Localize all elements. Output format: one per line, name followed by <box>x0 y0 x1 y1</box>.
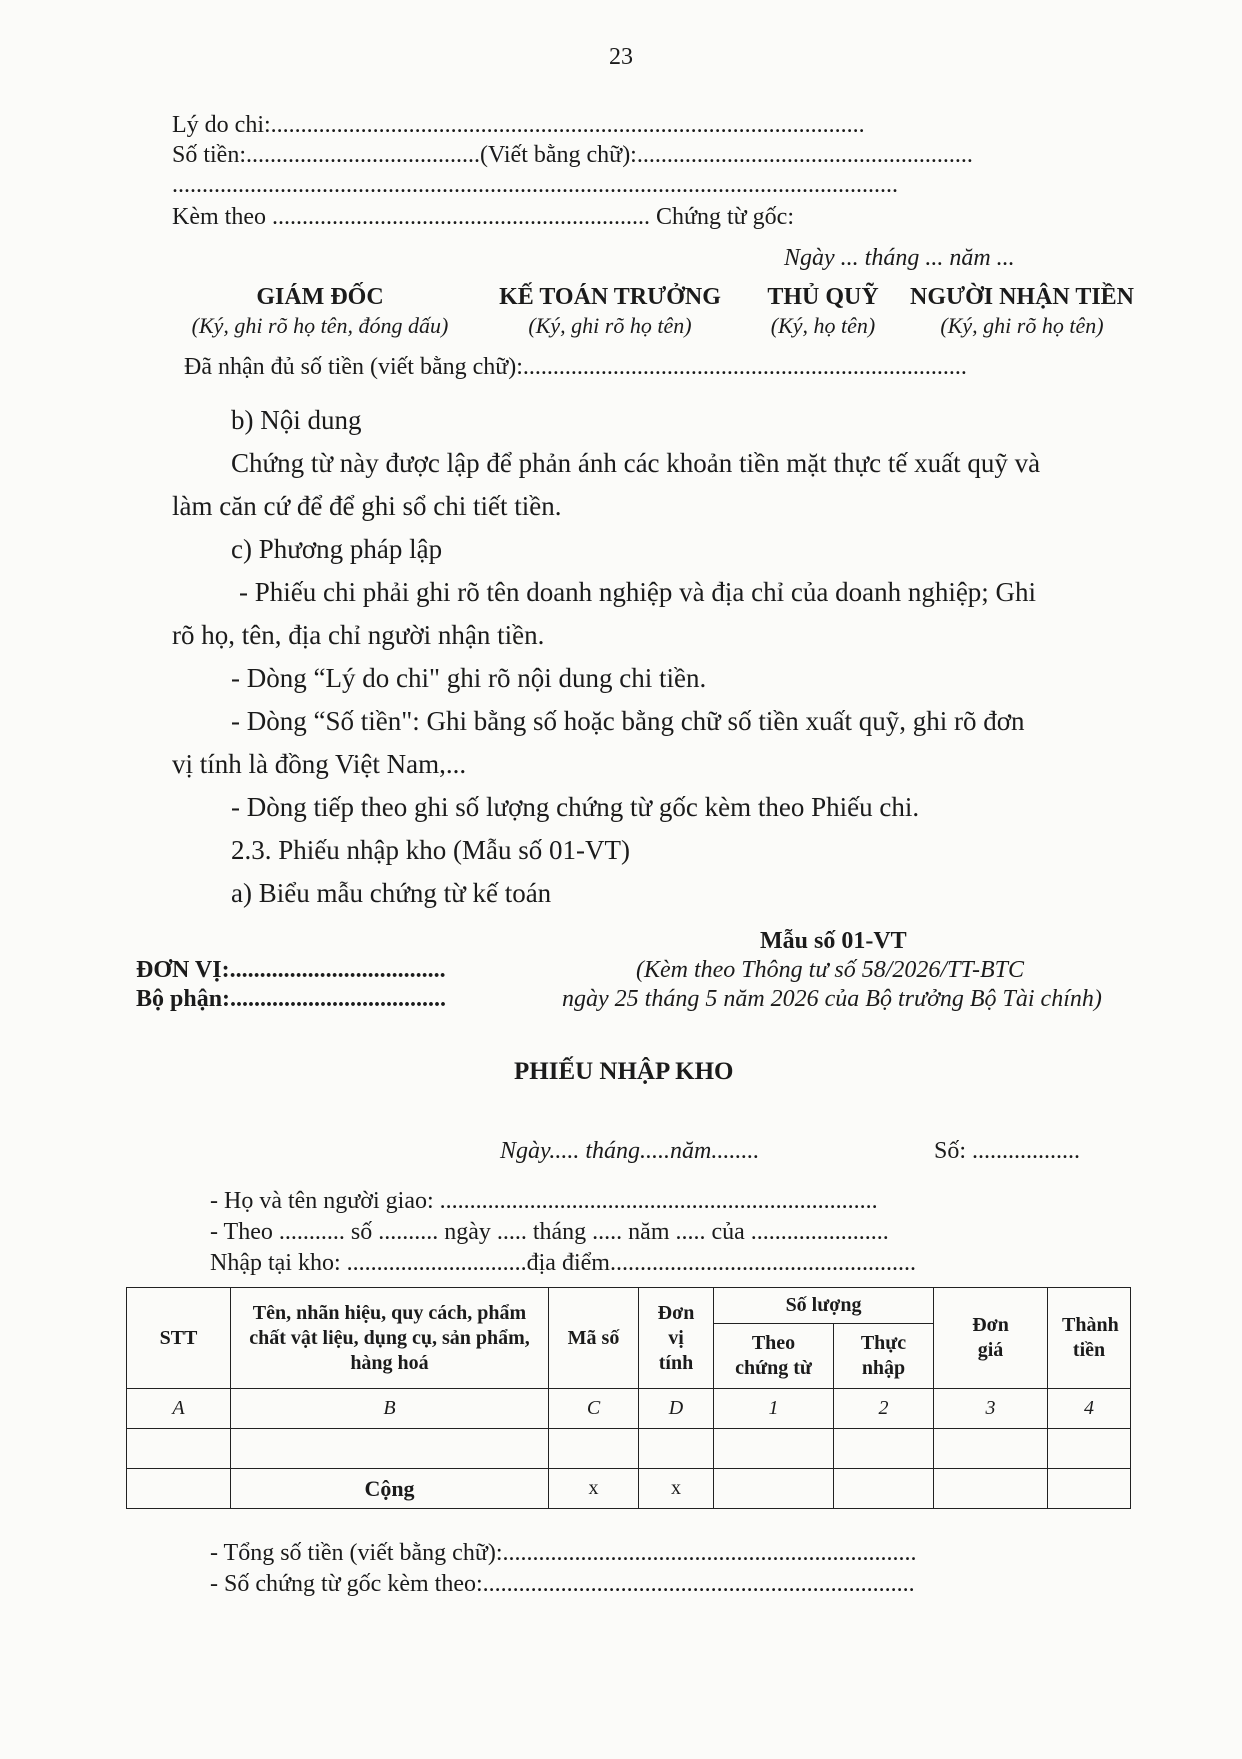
signature-director <box>160 284 480 339</box>
table-cell: A <box>127 1389 231 1429</box>
paragraph-line: - Phiếu chi phải ghi rõ tên doanh nghiệp và địa chỉ của doanh nghiệp; Ghi <box>239 577 1037 607</box>
dots-line: ......................................................................................................................... <box>172 172 898 198</box>
paragraph-line: vị tính là đồng Việt Nam,... <box>172 749 467 779</box>
form-title: PHIẾU NHẬP KHO <box>514 1058 734 1085</box>
header-stt: STT <box>127 1288 231 1389</box>
table-cell <box>127 1429 231 1469</box>
paragraph-line: làm căn cứ để để ghi sổ chi tiết tiền. <box>172 491 562 521</box>
total-label: Cộng <box>231 1469 549 1509</box>
table-cell: D <box>639 1389 714 1429</box>
table-cell <box>934 1469 1048 1509</box>
table-cell: B <box>231 1389 549 1429</box>
table-cell <box>1048 1429 1131 1469</box>
amount-line: Số tiền:.......................................(Viết bằng chữ):........................................................ <box>172 142 973 168</box>
table-cell: 4 <box>1048 1389 1131 1429</box>
circular-reference: (Kèm theo Thông tư số 58/2026/TT-BTC <box>636 957 1025 983</box>
signature-title: KẾ TOÁN TRƯỞNG <box>499 284 721 310</box>
heading-method: c) Phương pháp lập <box>231 534 443 564</box>
paragraph-line: Chứng từ này được lập để phản ánh các khoản tiền mặt thực tế xuất quỹ và <box>231 448 1041 478</box>
form-date: Ngày..... tháng.....năm........ <box>500 1138 760 1164</box>
subsection-heading: a) Biểu mẫu chứng từ kế toán <box>231 878 552 908</box>
signature-note: (Ký, ghi rõ họ tên, đóng dấu) <box>191 313 449 338</box>
attached-documents-field: - Số chứng từ gốc kèm theo:........................................................................ <box>210 1571 915 1597</box>
table-cell: x <box>549 1469 639 1509</box>
attach-line: Kèm theo ............................................................... Chứng từ gốc: <box>172 204 794 230</box>
header-qty-per-document: Theo chứng từ <box>714 1324 834 1389</box>
signature-cashier <box>748 284 898 339</box>
signature-note: (Ký, ghi rõ họ tên) <box>940 313 1104 338</box>
signature-recipient <box>902 284 1142 339</box>
paragraph-line: - Dòng tiếp theo ghi số lượng chứng từ gốc kèm theo Phiếu chi. <box>231 792 920 822</box>
signature-title: NGƯỜI NHẬN TIỀN <box>909 284 1135 310</box>
heading-content: b) Nội dung <box>231 405 362 435</box>
table-cell <box>834 1469 934 1509</box>
signature-chief-accountant <box>490 284 730 339</box>
table-cell <box>549 1429 639 1469</box>
header-item-name: Tên, nhãn hiệu, quy cách, phẩm chất vật liệu, dụng cụ, sản phẩm, hàng hoá <box>231 1288 549 1389</box>
header-unit: Đơn vị tính <box>639 1288 714 1389</box>
table-cell: 1 <box>714 1389 834 1429</box>
table-row <box>127 1429 1131 1469</box>
signature-note: (Ký, họ tên) <box>770 313 876 338</box>
table-cell: 2 <box>834 1389 934 1429</box>
signature-title: THỦ QUỸ <box>767 284 879 310</box>
unit-field: ĐƠN VỊ:.................................... <box>136 957 446 983</box>
warehouse-field: Nhập tại kho: ..............................địa điểm................................................... <box>210 1250 916 1276</box>
goods-receipt-table <box>126 1287 1131 1509</box>
paragraph-line: rõ họ, tên, địa chỉ người nhận tiền. <box>172 620 545 650</box>
reason-line: Lý do chi:................................................................................................... <box>172 112 865 138</box>
signature-note: (Ký, ghi rõ họ tên) <box>528 313 692 338</box>
header-quantity: Số lượng <box>714 1288 934 1324</box>
total-in-words-field: - Tổng số tiền (viết bằng chữ):..................................................................... <box>210 1540 917 1566</box>
table-cell: 3 <box>934 1389 1048 1429</box>
paragraph-line: - Dòng “Lý do chi" ghi rõ nội dung chi tiền. <box>231 663 707 693</box>
paragraph-line: - Dòng “Số tiền": Ghi bằng số hoặc bằng chữ số tiền xuất quỹ, ghi rõ đơn <box>231 706 1025 736</box>
header-unit-price: Đơn giá <box>934 1288 1048 1389</box>
deliverer-field: - Họ và tên người giao: ......................................................................... <box>210 1188 878 1214</box>
page-number: 23 <box>609 44 633 70</box>
header-amount: Thành tiền <box>1048 1288 1131 1389</box>
according-field: - Theo ........... số .......... ngày ..... tháng ..... năm ..... của ....................... <box>210 1219 889 1245</box>
table-cell <box>834 1429 934 1469</box>
signature-title: GIÁM ĐỐC <box>256 284 384 310</box>
section-heading: 2.3. Phiếu nhập kho (Mẫu số 01-VT) <box>231 835 630 865</box>
table-cell <box>639 1429 714 1469</box>
table-index-row <box>127 1389 1131 1429</box>
received-line: Đã nhận đủ số tiền (viết bằng chữ):.......................................................................... <box>184 354 967 380</box>
table-cell: x <box>639 1469 714 1509</box>
table-cell <box>1048 1469 1131 1509</box>
header-code: Mã số <box>549 1288 639 1389</box>
table-cell <box>934 1429 1048 1469</box>
circular-date: ngày 25 tháng 5 năm 2026 của Bộ trưởng Bộ Tài chính) <box>562 986 1102 1012</box>
table-cell: C <box>549 1389 639 1429</box>
table-cell <box>231 1429 549 1469</box>
table-cell <box>127 1469 231 1509</box>
table-cell <box>714 1469 834 1509</box>
form-number: Mẫu số 01-VT <box>760 928 907 954</box>
date-line: Ngày ... tháng ... năm ... <box>784 245 1015 271</box>
form-number-field: Số: .................. <box>934 1138 1081 1164</box>
department-field: Bộ phận:.................................... <box>136 986 447 1012</box>
header-qty-actual: Thực nhập <box>834 1324 934 1389</box>
table-total-row <box>127 1469 1131 1509</box>
table-cell <box>714 1429 834 1469</box>
